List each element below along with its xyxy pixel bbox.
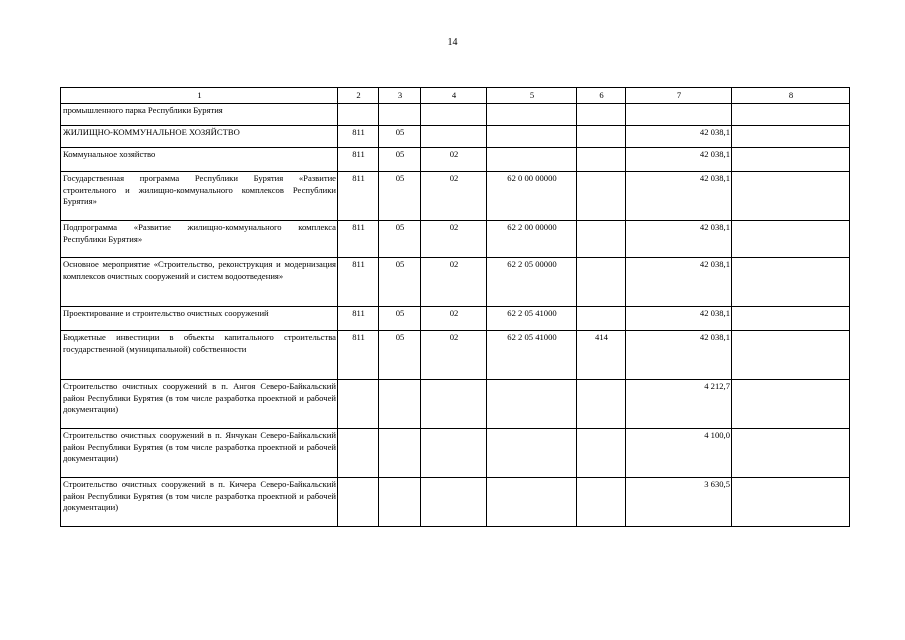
cell-col3: 05 bbox=[379, 258, 421, 307]
cell-col4: 02 bbox=[421, 172, 487, 221]
cell-col7: 4 100,0 bbox=[626, 429, 732, 478]
cell-col8 bbox=[732, 380, 850, 429]
page-number: 14 bbox=[447, 37, 458, 48]
column-header-6: 6 bbox=[577, 88, 626, 104]
cell-col5: 62 2 00 00000 bbox=[487, 221, 577, 258]
row-name: Основное мероприятие «Строительство, реконструкция и модернизация комплексов очистных сооружений и систем водоотведения» bbox=[61, 258, 338, 307]
cell-col3: 05 bbox=[379, 221, 421, 258]
cell-col4: 02 bbox=[421, 307, 487, 331]
cell-col6 bbox=[577, 221, 626, 258]
cell-col4: 02 bbox=[421, 221, 487, 258]
table-row bbox=[61, 126, 850, 148]
cell-col8 bbox=[732, 126, 850, 148]
column-header-3: 3 bbox=[379, 88, 421, 104]
column-header-5: 5 bbox=[487, 88, 577, 104]
row-name: Строительство очистных сооружений в п. Янчукан Северо-Байкальский район Республики Бурятия (в том числе разработка проектной и рабочей документации) bbox=[61, 429, 338, 478]
cell-col5 bbox=[487, 380, 577, 429]
cell-col6 bbox=[577, 307, 626, 331]
row-name: Бюджетные инвестиции в объекты капитального строительства государственной (муниципальной) собственности bbox=[61, 331, 338, 380]
cell-col2: 811 bbox=[338, 307, 379, 331]
cell-col6 bbox=[577, 429, 626, 478]
table-row bbox=[61, 221, 850, 258]
cell-col8 bbox=[732, 148, 850, 172]
row-name: ЖИЛИЩНО-КОММУНАЛЬНОЕ ХОЗЯЙСТВО bbox=[61, 126, 338, 148]
cell-col4 bbox=[421, 478, 487, 527]
cell-col6: 414 bbox=[577, 331, 626, 380]
cell-col8 bbox=[732, 331, 850, 380]
cell-col5 bbox=[487, 429, 577, 478]
cell-col5 bbox=[487, 126, 577, 148]
cell-col3: 05 bbox=[379, 148, 421, 172]
cell-col2: 811 bbox=[338, 148, 379, 172]
cell-col7: 42 038,1 bbox=[626, 172, 732, 221]
table-row bbox=[61, 307, 850, 331]
cell-col7: 42 038,1 bbox=[626, 221, 732, 258]
column-header-8: 8 bbox=[732, 88, 850, 104]
row-name: Подпрограмма «Развитие жилищно-коммунального комплекса Республики Бурятия» bbox=[61, 221, 338, 258]
table-row bbox=[61, 331, 850, 380]
cell-col3 bbox=[379, 104, 421, 126]
cell-col7: 42 038,1 bbox=[626, 258, 732, 307]
cell-col8 bbox=[732, 429, 850, 478]
cell-col5: 62 2 05 41000 bbox=[487, 307, 577, 331]
cell-col6 bbox=[577, 478, 626, 527]
row-name: Строительство очистных сооружений в п. Кичера Северо-Байкальский район Республики Бурятия (в том числе разработка проектной и рабочей документации) bbox=[61, 478, 338, 527]
cell-col3: 05 bbox=[379, 126, 421, 148]
cell-col8 bbox=[732, 221, 850, 258]
cell-col7: 42 038,1 bbox=[626, 148, 732, 172]
cell-col3 bbox=[379, 380, 421, 429]
cell-col2 bbox=[338, 478, 379, 527]
column-header-7: 7 bbox=[626, 88, 732, 104]
cell-col2 bbox=[338, 104, 379, 126]
table-row bbox=[61, 429, 850, 478]
cell-col2 bbox=[338, 380, 379, 429]
cell-col7 bbox=[626, 104, 732, 126]
cell-col8 bbox=[732, 172, 850, 221]
table-row bbox=[61, 172, 850, 221]
cell-col7: 42 038,1 bbox=[626, 307, 732, 331]
cell-col2 bbox=[338, 429, 379, 478]
cell-col5: 62 2 05 41000 bbox=[487, 331, 577, 380]
cell-col4 bbox=[421, 126, 487, 148]
cell-col5 bbox=[487, 148, 577, 172]
cell-col4: 02 bbox=[421, 258, 487, 307]
header-row bbox=[61, 88, 850, 104]
cell-col6 bbox=[577, 126, 626, 148]
cell-col7: 3 630,5 bbox=[626, 478, 732, 527]
cell-col3 bbox=[379, 429, 421, 478]
table-row bbox=[61, 258, 850, 307]
cell-col2: 811 bbox=[338, 126, 379, 148]
cell-col6 bbox=[577, 148, 626, 172]
budget-table bbox=[60, 87, 850, 527]
cell-col7: 42 038,1 bbox=[626, 331, 732, 380]
column-header-4: 4 bbox=[421, 88, 487, 104]
column-header-2: 2 bbox=[338, 88, 379, 104]
row-name: промышленного парка Республики Бурятия bbox=[61, 104, 338, 126]
table-row bbox=[61, 148, 850, 172]
column-header-1: 1 bbox=[61, 88, 338, 104]
cell-col7: 4 212,7 bbox=[626, 380, 732, 429]
cell-col4 bbox=[421, 429, 487, 478]
cell-col6 bbox=[577, 172, 626, 221]
cell-col3 bbox=[379, 478, 421, 527]
cell-col4 bbox=[421, 104, 487, 126]
cell-col6 bbox=[577, 258, 626, 307]
cell-col8 bbox=[732, 104, 850, 126]
cell-col2: 811 bbox=[338, 172, 379, 221]
row-name: Проектирование и строительство очистных сооружений bbox=[61, 307, 338, 331]
cell-col4: 02 bbox=[421, 148, 487, 172]
table-row bbox=[61, 104, 850, 126]
cell-col3: 05 bbox=[379, 331, 421, 380]
cell-col2: 811 bbox=[338, 258, 379, 307]
cell-col5 bbox=[487, 478, 577, 527]
row-name: Государственная программа Республики Бурятия «Развитие строительного и жилищно-коммунального комплексов Республики Бурятия» bbox=[61, 172, 338, 221]
cell-col5 bbox=[487, 104, 577, 126]
cell-col2: 811 bbox=[338, 221, 379, 258]
cell-col8 bbox=[732, 258, 850, 307]
cell-col6 bbox=[577, 380, 626, 429]
cell-col5: 62 0 00 00000 bbox=[487, 172, 577, 221]
table-row bbox=[61, 380, 850, 429]
row-name: Строительство очистных сооружений в п. Ангоя Северо-Байкальский район Республики Бурятия (в том числе разработка проектной и рабочей документации) bbox=[61, 380, 338, 429]
cell-col7: 42 038,1 bbox=[626, 126, 732, 148]
cell-col8 bbox=[732, 307, 850, 331]
cell-col8 bbox=[732, 478, 850, 527]
cell-col3: 05 bbox=[379, 172, 421, 221]
cell-col5: 62 2 05 00000 bbox=[487, 258, 577, 307]
cell-col4 bbox=[421, 380, 487, 429]
row-name: Коммунальное хозяйство bbox=[61, 148, 338, 172]
cell-col6 bbox=[577, 104, 626, 126]
cell-col4: 02 bbox=[421, 331, 487, 380]
cell-col2: 811 bbox=[338, 331, 379, 380]
table-row bbox=[61, 478, 850, 527]
cell-col3: 05 bbox=[379, 307, 421, 331]
